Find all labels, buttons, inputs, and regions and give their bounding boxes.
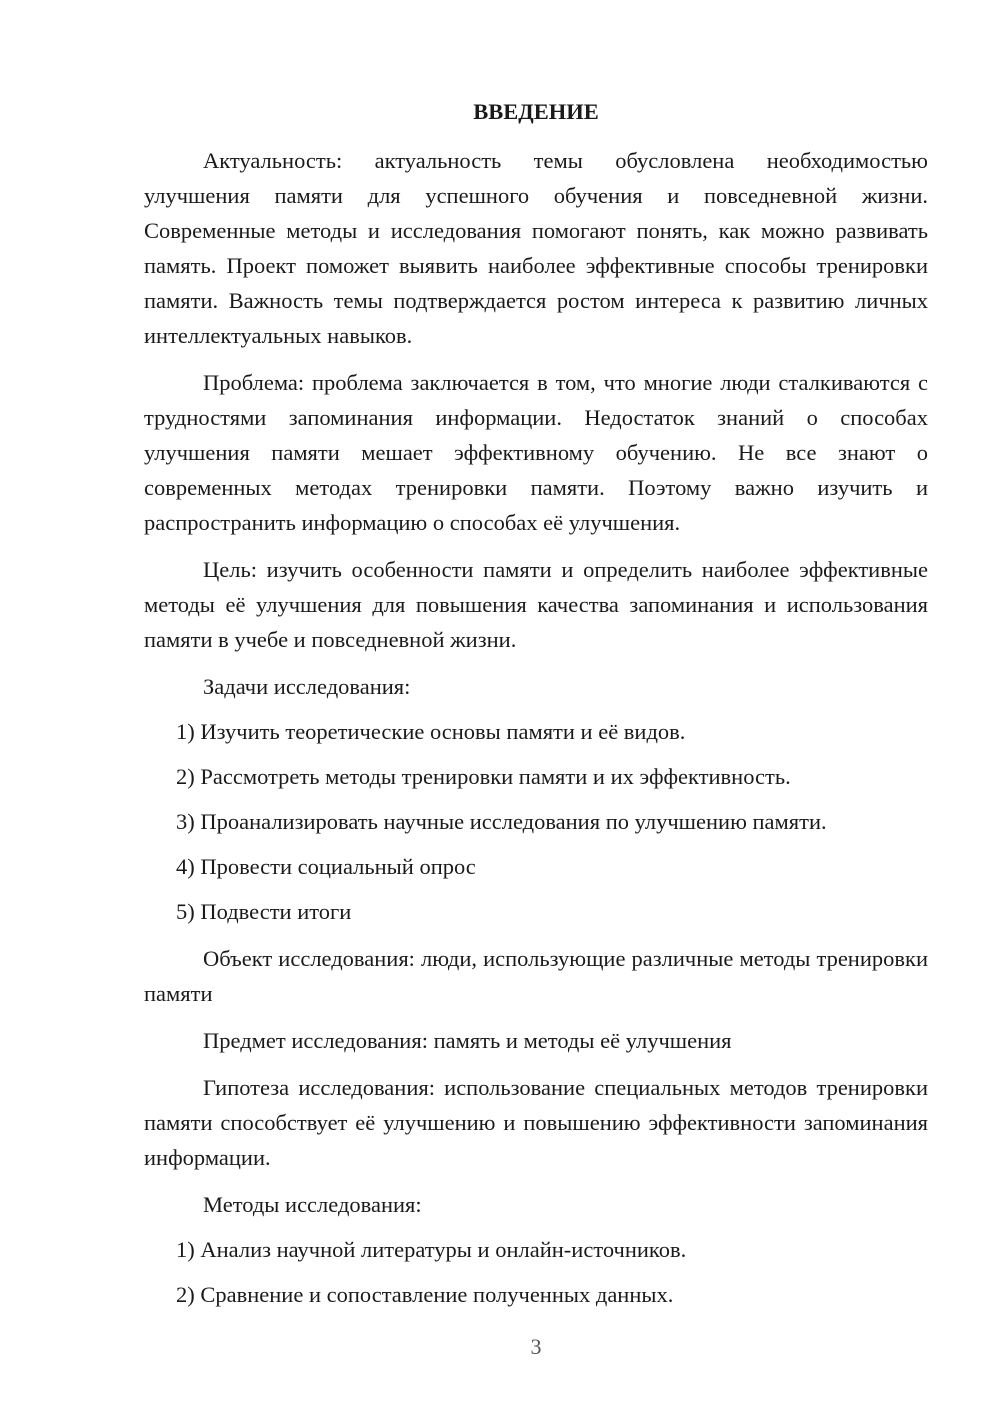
list-item: 2) Рассмотреть методы тренировки памяти и их эффективность. — [176, 764, 791, 789]
goal-paragraph: Цель: изучить особенности памяти и определить наиболее эффективные методы её улучшения для повышения качества запоминания и использования памяти в учебе и повседневной жизни. — [144, 557, 928, 652]
relevance-paragraph: Актуальность: актуальность темы обусловлена необходимостью улучшения памяти для успешного обучения и повседневной жизни. Современные методы и исследования помогают понять, как можно развивать память. Проект поможет выявить наиболее эффективные способы тренировки памяти. Важность темы подтверждается ростом интереса к развитию личных интеллектуальных навыков. — [144, 148, 928, 348]
page-content — [144, 97, 928, 1324]
problem-paragraph: Проблема: проблема заключается в том, что многие люди сталкиваются с трудностями запоминания информации. Недостаток знаний о способах улучшения памяти мешает эффективному обучению. Не все знают о современных методах тренировки памяти. Поэтому важно изучить и распространить информацию о способах её улучшения. — [144, 370, 928, 535]
tasks-list — [144, 714, 928, 929]
list-item: 2) Сравнение и сопоставление полученных данных. — [176, 1282, 674, 1307]
tasks-label: Задачи исследования: — [203, 674, 411, 699]
page-number: 3 — [530, 1334, 542, 1359]
methods-label: Методы исследования: — [203, 1192, 422, 1217]
subject-paragraph: Предмет исследования: память и методы её улучшения — [203, 1028, 732, 1053]
methods-list — [144, 1232, 928, 1312]
section-heading: ВВЕДЕНИЕ — [473, 99, 599, 124]
object-paragraph: Объект исследования: люди, использующие различные методы тренировки памяти — [144, 946, 928, 1006]
list-item: 1) Анализ научной литературы и онлайн-источников. — [176, 1237, 687, 1262]
list-item: 5) Подвести итоги — [176, 899, 352, 924]
hypothesis-paragraph: Гипотеза исследования: использование специальных методов тренировки памяти способствует её улучшению и повышению эффективности запоминания информации. — [144, 1075, 928, 1170]
list-item: 1) Изучить теоретические основы памяти и её видов. — [176, 719, 686, 744]
list-item: 3) Проанализировать научные исследования по улучшению памяти. — [176, 809, 827, 834]
list-item: 4) Провести социальный опрос — [176, 854, 476, 879]
